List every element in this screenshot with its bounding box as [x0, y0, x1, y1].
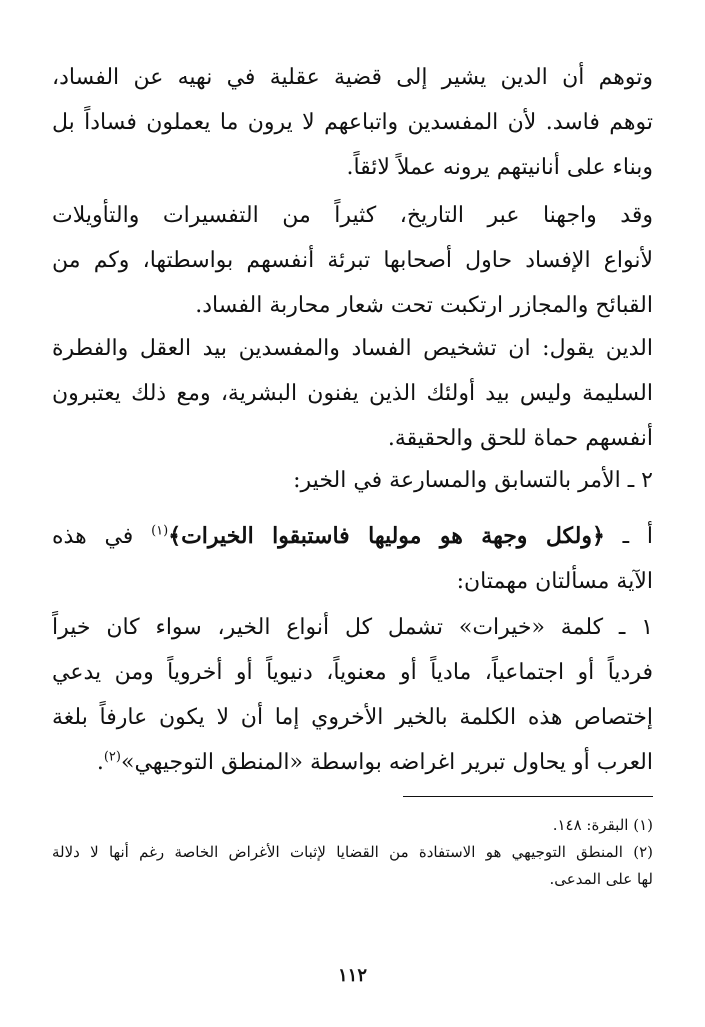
text-segment: . — [96, 750, 104, 775]
footnotes — [52, 812, 653, 893]
text-line: توهم فاسد. لأن المفسدين واتباعهم لا يرون ما يعملون فساداً بل — [52, 110, 653, 135]
text-line: القبائح والمجازر ارتكبت تحت شعار محاربة الفساد. — [195, 293, 653, 318]
text-line: أنفسهم حماة للحق والحقيقة. — [387, 426, 653, 451]
verse-line — [52, 514, 653, 559]
paragraph-verse — [52, 514, 653, 604]
section-heading — [52, 458, 653, 503]
footnote-marker: (١) — [151, 523, 169, 539]
paragraph-3 — [52, 326, 653, 461]
footnote-marker: (٢) — [103, 749, 121, 765]
text-line: فردياً أو اجتماعياً، مادياً أو معنوياً، دنيوياً أو أخروياً ومن يدعي — [52, 660, 653, 685]
text-segment: العرب أو يحاول تبرير اغراضه بواسطة «المنطق التوجيهي» — [120, 750, 653, 775]
text-line: وقد واجهنا عبر التاريخ، كثيراً من التفسيرات والتأويلات — [52, 203, 653, 228]
paragraph-1 — [52, 55, 653, 190]
footnote-1: (١) البقرة: ١٤٨. — [552, 816, 653, 834]
text-line: الآية مسألتان مهمتان: — [456, 569, 653, 594]
paragraph-2 — [52, 193, 653, 328]
page-number: ١١٢ — [337, 965, 367, 986]
text-line: لأنواع الإفساد حاول أصحابها تبرئة أنفسهم بواسطتها، وكم من — [52, 248, 653, 273]
quran-verse: ﴿ولكل وجهة هو موليها فاستبقوا الخيرات﴾ — [168, 523, 605, 549]
footnote-divider — [403, 796, 653, 797]
item-prefix: أ ـ — [604, 524, 653, 549]
footnote-2: (٢) المنطق التوجيهي هو الاستفادة من القضايا لإثبات الأغراض الخاصة رغم أنها لا دلالة — [52, 843, 653, 861]
text-line: ٢ ـ الأمر بالتسابق والمسارعة في الخير: — [293, 468, 653, 493]
footnote-2-cont: لها على المدعى. — [549, 870, 653, 888]
text-line: الدين يقول: ان تشخيص الفساد والمفسدين بيد العقل والفطرة — [52, 336, 653, 361]
verse-suffix: في هذه — [52, 524, 152, 549]
text-line: ١ ـ كلمة «خيرات» تشمل كل أنواع الخير، سواء كان خيراً — [52, 615, 653, 640]
text-line: وبناء على أنانيتهم يرونه عملاً لائقاً. — [346, 155, 653, 180]
text-line: وتوهم أن الدين يشير إلى قضية عقلية في نهيه عن الفساد، — [52, 65, 653, 90]
text-line: السليمة وليس بيد أولئك الذين يفنون البشرية، ومع ذلك يعتبرون — [52, 381, 653, 406]
paragraph-6 — [52, 605, 653, 785]
text-line: إختصاص هذه الكلمة بالخير الأخروي إما أن لا يكون عارفاً بلغة — [52, 705, 653, 730]
text-line — [52, 740, 653, 785]
